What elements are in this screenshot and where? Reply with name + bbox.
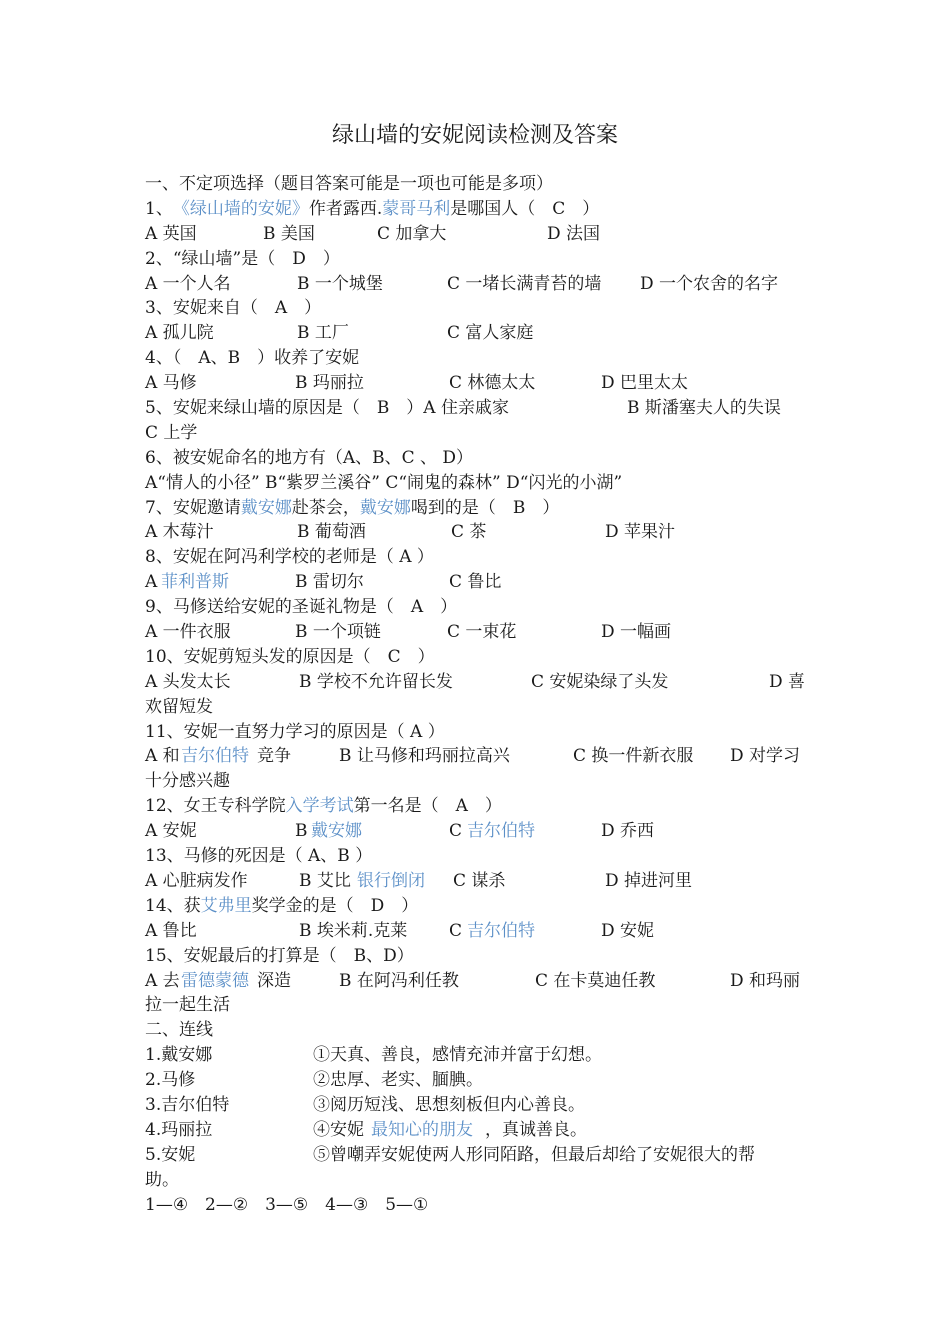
text-segment: B: [295, 821, 308, 842]
text-line: [145, 1143, 815, 1168]
text-segment: B 一个城堡: [297, 273, 383, 294]
inline-link[interactable]: 雷德蒙德: [181, 970, 249, 991]
text-segment: 奖学金的是（ D ）: [251, 895, 419, 916]
text-segment: C 一束花: [447, 622, 517, 643]
text-segment: C: [449, 920, 463, 941]
text-line: [145, 1018, 815, 1043]
inline-link[interactable]: 入学考试: [285, 796, 354, 817]
text-segment: A 安妮: [145, 821, 197, 842]
text-line: [145, 570, 815, 595]
text-line: [145, 446, 815, 471]
text-segment: 10、安妮剪短头发的原因是（ C ）: [145, 646, 435, 667]
text-segment: D 掉进河里: [605, 870, 693, 891]
text-segment: ⑤曾嘲弄安妮使两人形同陌路，但最后却给了安妮很大的帮: [313, 1144, 755, 1165]
text-line: [145, 396, 815, 421]
text-segment: ①天真、善良，感情充沛并富于幻想。: [313, 1045, 602, 1066]
text-segment: A: [145, 572, 158, 593]
text-line: [145, 222, 815, 247]
text-line: [145, 1043, 815, 1068]
text-segment: A“情人的小径” B“紫罗兰溪谷” C“闹鬼的森林” D“闪光的小湖”: [145, 472, 623, 493]
text-segment: A 鲁比: [145, 920, 197, 941]
inline-link[interactable]: 戴安娜: [240, 497, 292, 518]
text-line: [145, 720, 815, 745]
text-segment: 12、女王专科学院: [145, 796, 286, 817]
text-segment: B 玛丽拉: [295, 373, 364, 394]
inline-link[interactable]: 最知心的朋友: [371, 1119, 473, 1140]
text-segment: B 雷切尔: [295, 572, 364, 593]
text-segment: C 在卡莫迪任教: [535, 970, 656, 991]
text-line: [145, 670, 815, 695]
inline-link[interactable]: 吉尔伯特: [467, 920, 535, 941]
text-segment: C 一堵长满青苔的墙: [447, 273, 602, 294]
text-segment: 5、安妮来绿山墙的原因是（ B ）A 住亲戚家: [145, 398, 509, 419]
text-segment: B 学校不允许留长发: [299, 671, 453, 692]
text-segment: A 头发太长: [145, 671, 231, 692]
text-line: [145, 919, 815, 944]
inline-link[interactable]: 戴安娜: [359, 497, 411, 518]
inline-link[interactable]: 菲利普斯: [161, 572, 229, 593]
inline-link[interactable]: 艾弗里: [200, 895, 252, 916]
text-segment: 第一名是（ A ）: [353, 796, 502, 817]
text-segment: A 和: [145, 746, 180, 767]
text-segment: 1.戴安娜: [145, 1045, 213, 1066]
text-segment: B 在阿冯利任教: [339, 970, 459, 991]
text-line: [145, 819, 815, 844]
text-segment: A 去: [145, 970, 180, 991]
text-line: [145, 371, 815, 396]
text-line: [145, 944, 815, 969]
text-line: [145, 695, 815, 720]
text-segment: 5.安妮: [145, 1144, 196, 1165]
text-segment: D 乔西: [601, 821, 655, 842]
text-segment: B 斯潘塞夫人的失误: [627, 398, 781, 419]
text-segment: B 一个项链: [295, 622, 381, 643]
text-segment: B 葡萄酒: [297, 522, 366, 543]
text-segment: C 加拿大: [377, 223, 447, 244]
document-body: [145, 172, 815, 1217]
text-segment: A 一个人名: [145, 273, 231, 294]
inline-link[interactable]: 银行倒闭: [357, 870, 425, 891]
text-segment: 深造: [257, 970, 291, 991]
text-line: [145, 1193, 815, 1218]
text-segment: A 马修: [145, 373, 197, 394]
text-segment: 赴茶会，: [291, 497, 360, 518]
text-line: [145, 769, 815, 794]
text-segment: 二、连线: [145, 1020, 213, 1041]
text-segment: C 安妮染绿了头发: [531, 671, 669, 692]
inline-link[interactable]: 蒙哥马利: [382, 198, 451, 219]
text-segment: 拉一起生活: [145, 995, 230, 1016]
text-segment: 2、“绿山墙”是（ D ）: [145, 248, 340, 269]
text-segment: C 换一件新衣服: [573, 746, 694, 767]
text-line: [145, 197, 815, 222]
text-segment: A 木莓汁: [145, 522, 214, 543]
text-line: [145, 894, 815, 919]
inline-link[interactable]: 戴安娜: [311, 821, 362, 842]
text-segment: B 美国: [263, 223, 315, 244]
text-segment: B 埃米莉.克莱: [299, 920, 408, 941]
text-segment: C 鲁比: [449, 572, 502, 593]
text-segment: B 让马修和玛丽拉高兴: [339, 746, 510, 767]
text-line: [145, 595, 815, 620]
text-segment: 作者露西.: [308, 198, 383, 219]
text-segment: ③阅历短浅、思想刻板但内心善良。: [313, 1094, 585, 1115]
inline-link[interactable]: 吉尔伯特: [181, 746, 249, 767]
text-segment: C: [449, 821, 463, 842]
text-segment: C 富人家庭: [447, 323, 534, 344]
text-line: [145, 296, 815, 321]
text-line: [145, 869, 815, 894]
text-line: [145, 496, 815, 521]
text-segment: 喝到的是（ B ）: [410, 497, 560, 518]
text-line: [145, 1093, 815, 1118]
inline-link[interactable]: 吉尔伯特: [467, 821, 535, 842]
text-segment: D 对学习: [730, 746, 801, 767]
text-segment: 15、安妮最后的打算是（ B、D）: [145, 945, 414, 966]
text-segment: 7、安妮邀请: [145, 497, 241, 518]
text-segment: 2.马修: [145, 1070, 196, 1091]
text-line: [145, 969, 815, 994]
text-segment: B 艾比: [299, 870, 351, 891]
text-segment: 13、马修的死因是（ A、B ）: [145, 846, 373, 867]
text-line: [145, 1118, 815, 1143]
text-segment: 6、被安妮命名的地方有（A、B、C 、 D）: [145, 447, 474, 468]
text-line: [145, 744, 815, 769]
text-segment: D 和玛丽: [730, 970, 801, 991]
text-segment: D 安妮: [601, 920, 655, 941]
text-segment: A 心脏病发作: [145, 870, 248, 891]
text-segment: 助。: [145, 1169, 179, 1190]
text-segment: C 上学: [145, 422, 198, 443]
text-line: [145, 421, 815, 446]
text-segment: 9、马修送给安妮的圣诞礼物是（ A ）: [145, 597, 458, 618]
text-line: [145, 1168, 815, 1193]
text-segment: 4、（ A、B ）收养了安妮: [145, 348, 360, 369]
text-line: [145, 1068, 815, 1093]
text-segment: 8、安妮在阿冯利学校的老师是（ A ）: [145, 547, 434, 568]
text-segment: 4.玛丽拉: [145, 1119, 213, 1140]
text-segment: D 喜: [769, 671, 806, 692]
text-line: [145, 844, 815, 869]
text-segment: C 茶: [451, 522, 487, 543]
text-line: [145, 620, 815, 645]
text-segment: D 法国: [547, 223, 601, 244]
text-segment: C 谋杀: [453, 870, 506, 891]
page-title: 绿山墙的安妮阅读检测及答案: [331, 123, 618, 148]
text-segment: 3、安妮来自（ A ）: [145, 298, 322, 319]
text-segment: 竞争: [257, 746, 291, 767]
text-segment: A 孤儿院: [145, 323, 214, 344]
text-segment: D 一幅画: [601, 622, 672, 643]
text-segment: 一、不定项选择（题目答案可能是一项也可能是多项）: [145, 174, 553, 194]
text-line: [145, 520, 815, 545]
text-line: [145, 993, 815, 1018]
text-segment: A 英国: [145, 223, 197, 244]
text-line: [145, 321, 815, 346]
text-segment: 1—④ 2—② 3—⑤ 4—③ 5—①: [145, 1194, 429, 1215]
text-segment: 11、安妮一直努力学习的原因是（ A ）: [145, 721, 445, 742]
text-segment: B 工厂: [297, 323, 349, 344]
text-line: [145, 794, 815, 819]
text-segment: 十分感兴趣: [145, 771, 230, 792]
text-line: [145, 346, 815, 371]
text-line: [145, 272, 815, 297]
inline-link[interactable]: 《绿山墙的安妮》: [172, 198, 309, 219]
text-segment: 3.吉尔伯特: [145, 1094, 230, 1115]
text-segment: 1、: [145, 198, 173, 219]
text-segment: 欢留短发: [145, 696, 213, 717]
text-segment: ②忠厚、老实、腼腆。: [313, 1070, 483, 1091]
text-segment: ，真诚善良。: [485, 1119, 587, 1140]
text-line: [145, 172, 815, 197]
text-segment: ④安妮: [313, 1119, 364, 1140]
text-segment: C 林德太太: [449, 373, 536, 394]
text-segment: D 苹果汁: [605, 522, 676, 543]
text-line: [145, 247, 815, 272]
text-segment: D 巴里太太: [601, 373, 689, 394]
text-line: [145, 545, 815, 570]
text-segment: 是哪国人（ C ）: [450, 198, 600, 219]
text-segment: D 一个农舍的名字: [640, 273, 779, 294]
text-segment: 14、获: [145, 895, 201, 916]
text-line: [145, 471, 815, 496]
text-line: [145, 645, 815, 670]
text-segment: A 一件衣服: [145, 622, 231, 643]
